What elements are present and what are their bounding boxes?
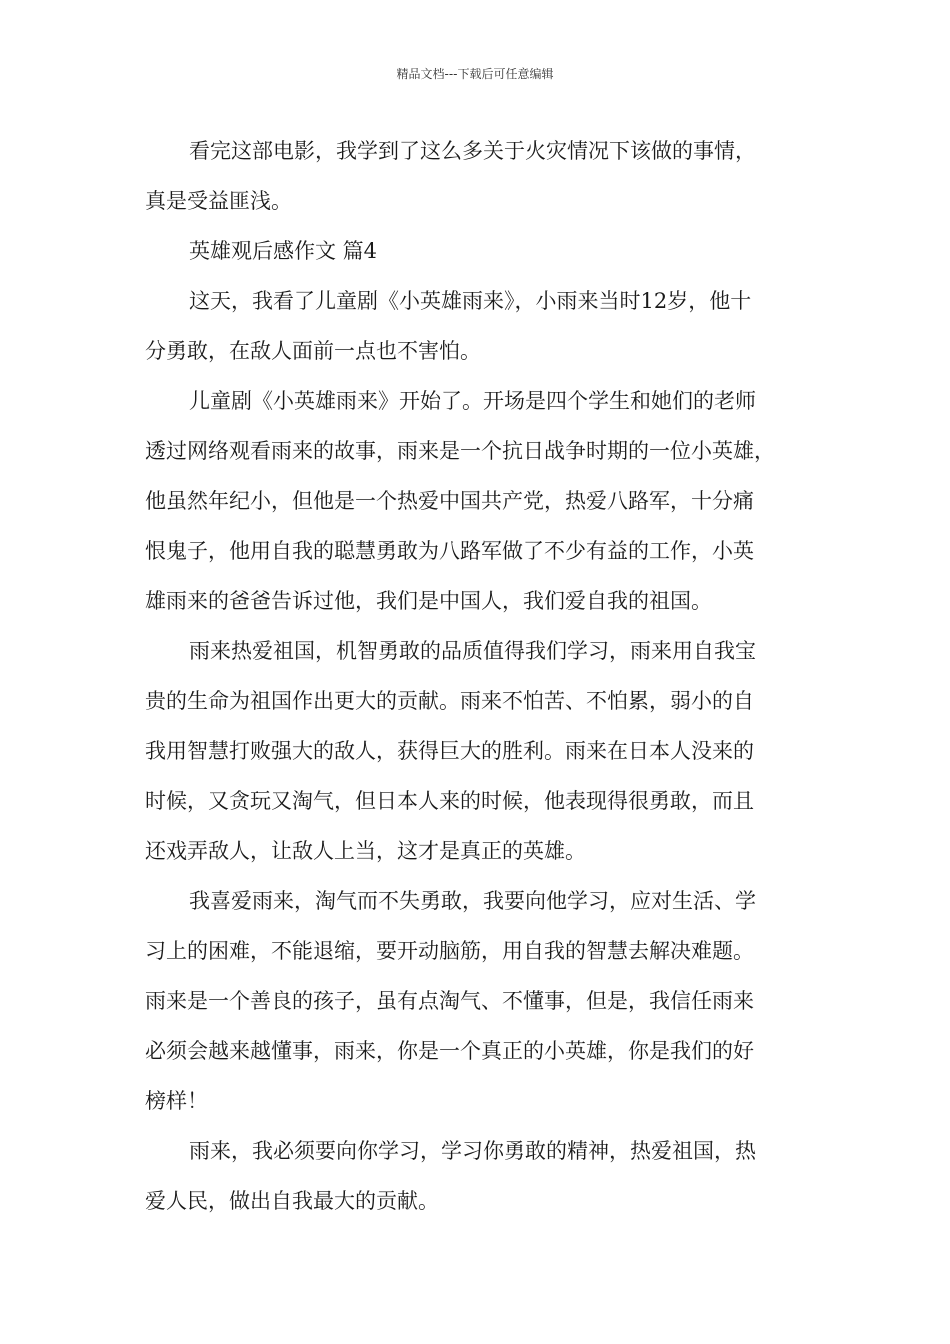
section-heading: 英雄观后感作文 篇4 [189, 239, 378, 263]
text-line: 雨来是一个善良的孩子，虽有点淘气、不懂事，但是，我信任雨来 [145, 989, 754, 1013]
text-line: 贵的生命为祖国作出更大的贡献。雨来不怕苦、不怕累，弱小的自 [145, 689, 754, 713]
text-line: 分勇敢，在敌人面前一点也不害怕。 [145, 339, 481, 363]
page-header: 精品文档---下载后可任意编辑 [396, 67, 554, 81]
text-line: 我用智慧打败强大的敌人，获得巨大的胜利。雨来在日本人没来的 [145, 739, 754, 763]
text-line: 透过网络观看雨来的故事，雨来是一个抗日战争时期的一位小英雄， [145, 439, 775, 463]
text-line: 真是受益匪浅。 [145, 189, 292, 213]
text-line: 看完这部电影，我学到了这么多关于火灾情况下该做的事情， [189, 139, 756, 163]
text-line: 爱人民，做出自我最大的贡献。 [145, 1189, 439, 1213]
text-line: 恨鬼子，他用自我的聪慧勇敢为八路军做了不少有益的工作，小英 [145, 539, 754, 563]
text-line: 雨来热爱祖国，机智勇敢的品质值得我们学习，雨来用自我宝 [189, 639, 756, 663]
text-line: 儿童剧《小英雄雨来》开始了。开场是四个学生和她们的老师 [189, 389, 756, 413]
text-line: 习上的困难，不能退缩，要开动脑筋，用自我的智慧去解决难题。 [145, 939, 754, 963]
text-line: 我喜爱雨来，淘气而不失勇敢，我要向他学习，应对生活、学 [189, 889, 756, 913]
document-body [145, 126, 815, 1226]
text-line: 雨来，我必须要向你学习，学习你勇敢的精神，热爱祖国，热 [189, 1139, 756, 1163]
text-line: 这天，我看了儿童剧《小英雄雨来》，小雨来当时12岁，他十 [189, 289, 752, 313]
text-line: 时候，又贪玩又淘气，但日本人来的时候，他表现得很勇敢，而且 [145, 789, 754, 813]
text-line: 他虽然年纪小，但他是一个热爱中国共产党，热爱八路军，十分痛 [145, 489, 754, 513]
text-line: 榜样！ [145, 1089, 208, 1113]
text-line: 还戏弄敌人，让敌人上当，这才是真正的英雄。 [145, 839, 586, 863]
text-line: 雄雨来的爸爸告诉过他，我们是中国人，我们爱自我的祖国。 [145, 589, 712, 613]
text-line: 必须会越来越懂事，雨来，你是一个真正的小英雄，你是我们的好 [145, 1039, 754, 1063]
